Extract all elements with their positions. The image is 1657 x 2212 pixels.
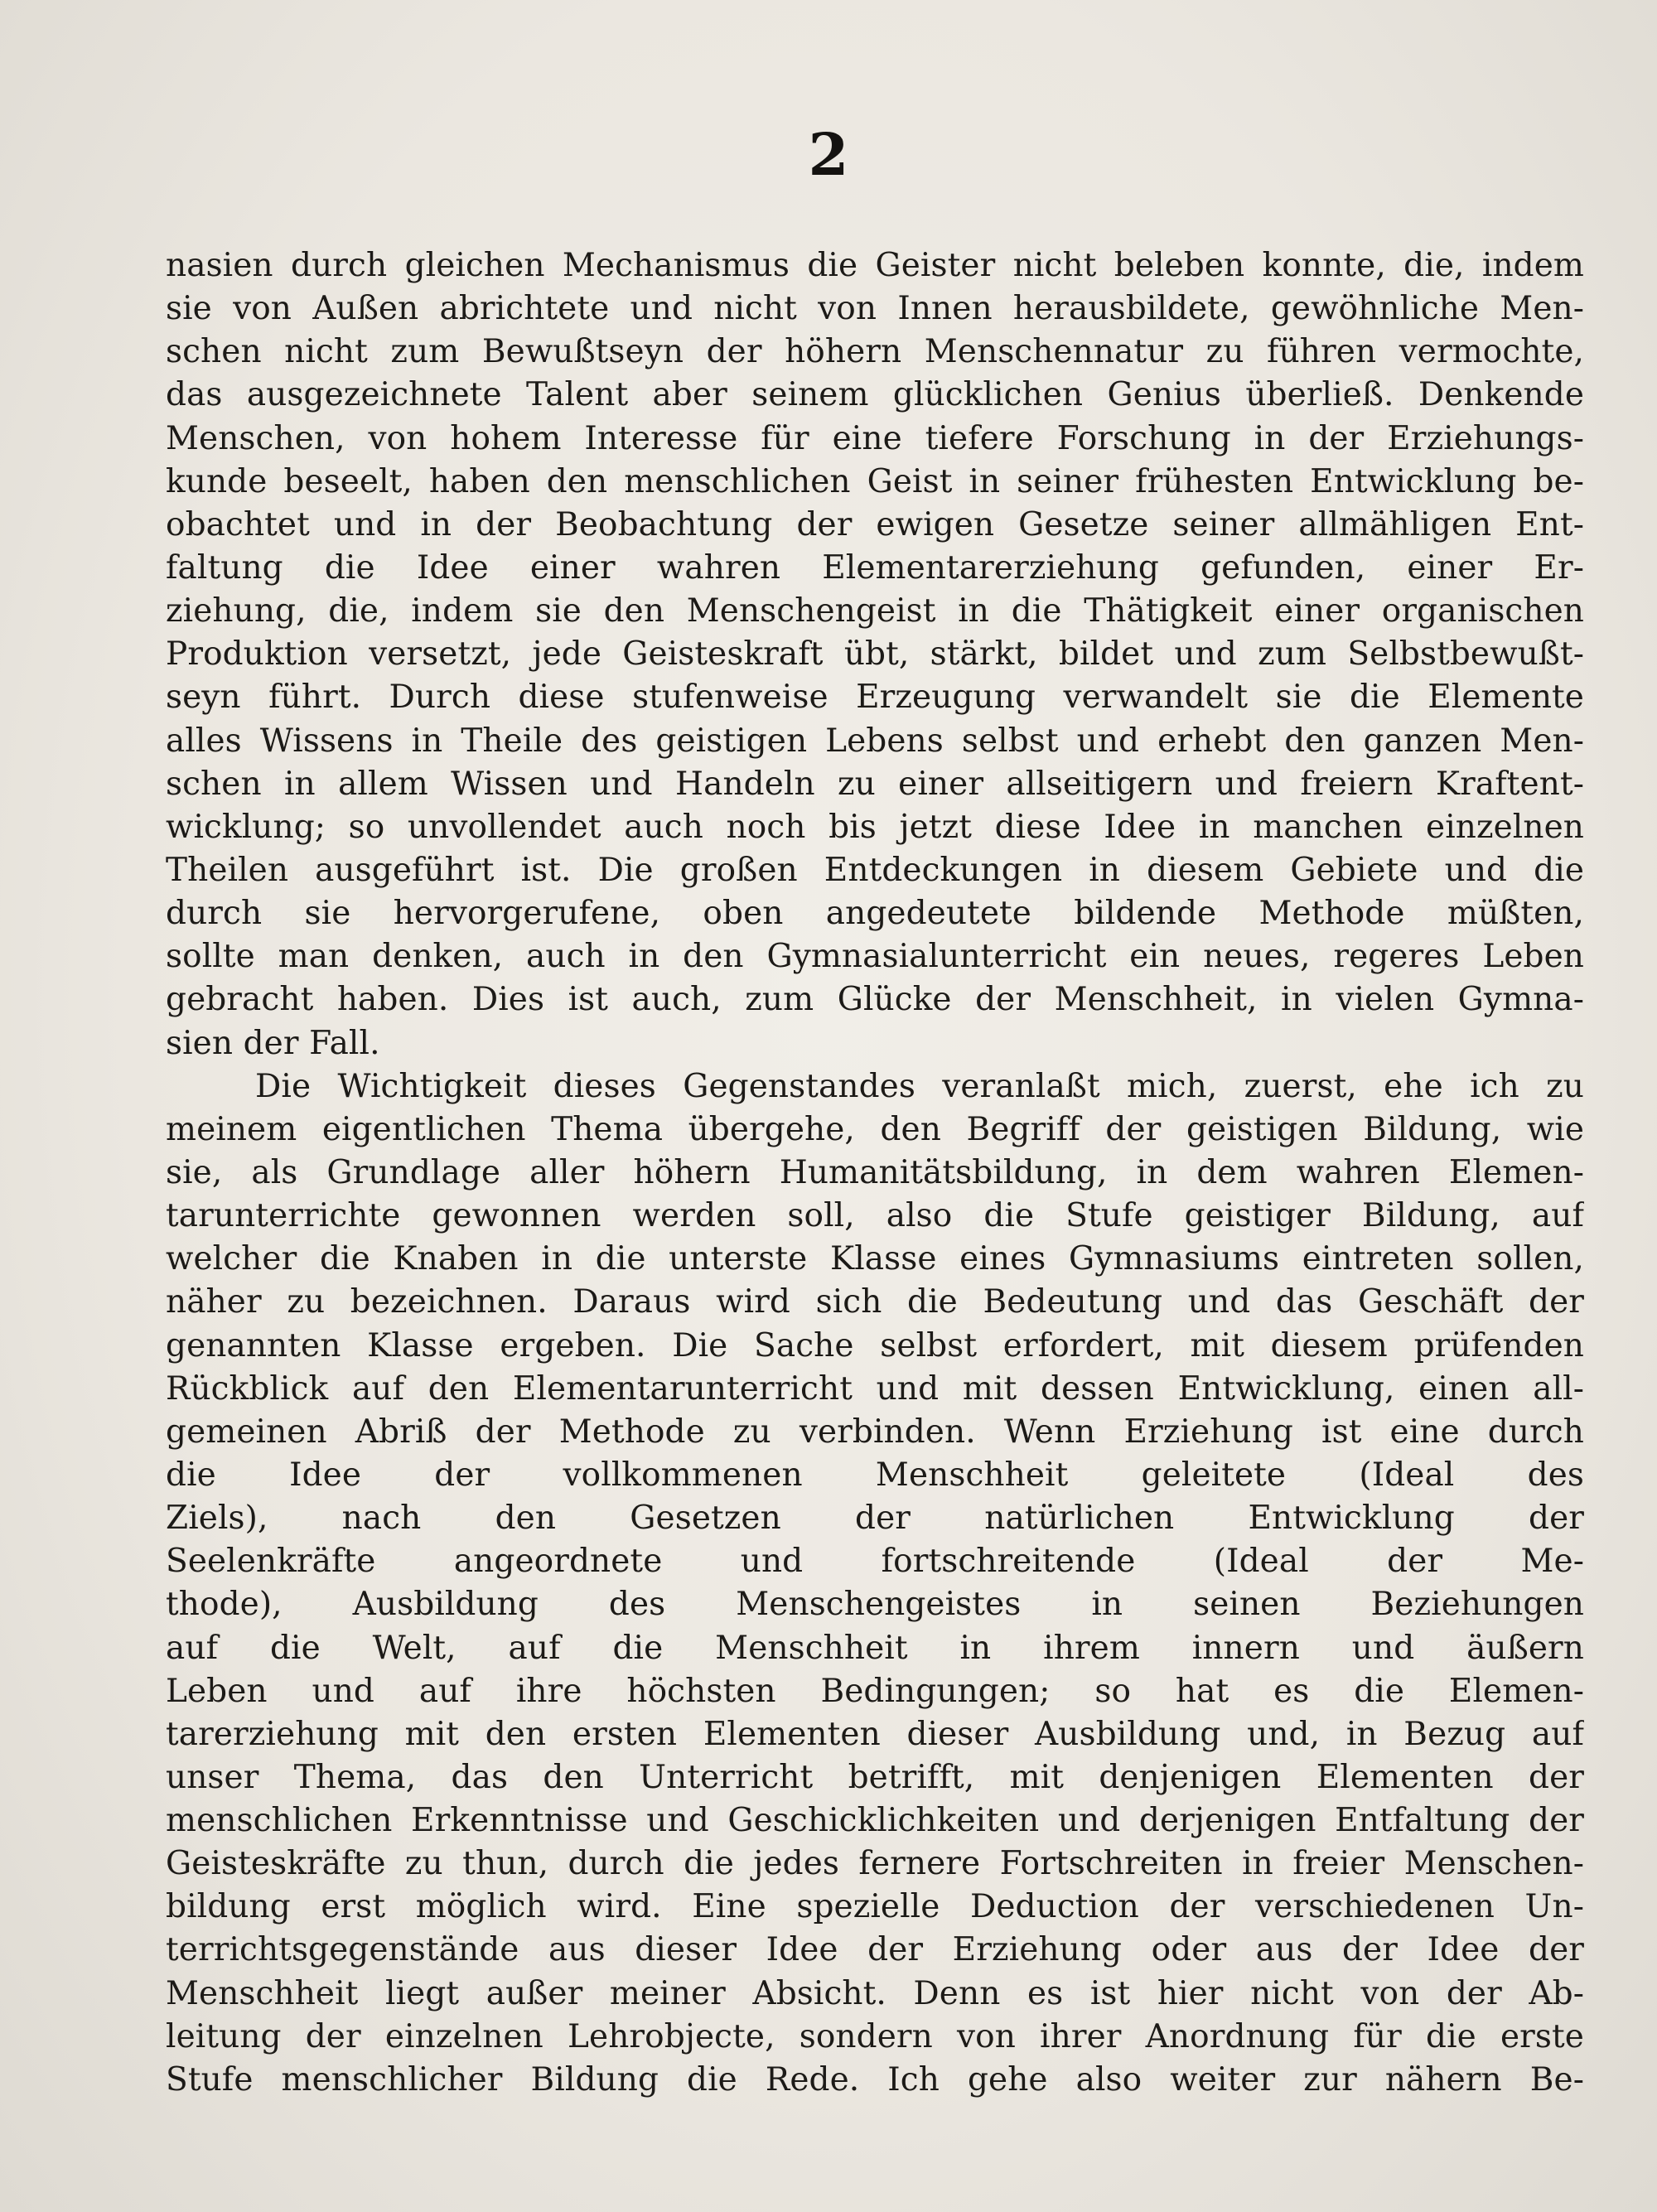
text-line: faltung die Idee einer wahren Elementarerziehung gefunden, einer Er- — [166, 548, 1584, 587]
text-line: durch sie hervorgerufene, oben angedeutete bildende Methode müßten, — [166, 895, 1584, 933]
text-line: Leben und auf ihre höchsten Bedingungen; so hat es die Elemen- — [166, 1672, 1584, 1710]
text-line: sollte man denken, auch in den Gymnasialunterricht ein neues, regeres Leben — [166, 938, 1584, 976]
text-line: leitung der einzelnen Lehrobjecte, sondern von ihrer Anordnung für die erste — [166, 2017, 1584, 2055]
text-line: Theilen ausgeführt ist. Die großen Entdeckungen in diesem Gebiete und die — [166, 851, 1584, 889]
text-line: wicklung; so unvollendet auch noch bis jetzt diese Idee in manchen einzelnen — [166, 808, 1584, 846]
text-line: nasien durch gleichen Mechanismus die Geister nicht beleben konnte, die, indem — [166, 247, 1584, 284]
text-line: tarerziehung mit den ersten Elementen dieser Ausbildung und, in Bezug auf — [166, 1715, 1584, 1753]
text-line: menschlichen Erkenntnisse und Geschicklichkeiten und derjenigen Entfaltung der — [166, 1802, 1584, 1840]
text-line: schen in allem Wissen und Handeln zu einer allseitigern und freiern Kraftent- — [166, 765, 1584, 803]
paragraph-start-line: Die Wichtigkeit dieses Gegenstandes veranlaßt mich, zuerst, ehe ich zu — [255, 1067, 1584, 1105]
text-line: Produktion versetzt, jede Geisteskraft übt, stärkt, bildet und zum Selbstbewußt- — [166, 635, 1584, 674]
text-line: Menschen, von hohem Interesse für eine tiefere Forschung in der Erziehungs- — [166, 419, 1584, 457]
text-line: Ziels), nach den Gesetzen der natürlichen Entwicklung der — [166, 1500, 1584, 1538]
text-line: bildung erst möglich wird. Eine spezielle Deduction der verschiedenen Un- — [166, 1888, 1584, 1926]
text-line: unser Thema, das den Unterricht betrifft, mit denjenigen Elementen der — [166, 1758, 1584, 1796]
page-number: 2 — [808, 120, 849, 189]
text-line: meinem eigentlichen Thema übergehe, den Begriff der geistigen Bildung, wie — [166, 1110, 1584, 1148]
text-line: ziehung, die, indem sie den Menschengeist in die Thätigkeit einer organischen — [166, 592, 1584, 630]
text-line: Stufe menschlicher Bildung die Rede. Ich gehe also weiter zur nähern Be- — [166, 2060, 1584, 2099]
text-line: sien der Fall. — [166, 1024, 380, 1062]
text-line: genannten Klasse ergeben. Die Sache selbst erfordert, mit diesem prüfenden — [166, 1326, 1584, 1364]
text-line: welcher die Knaben in die unterste Klasse eines Gymnasiums eintreten sollen, — [166, 1240, 1584, 1278]
text-line: sie von Außen abrichtete und nicht von Innen herausbildete, gewöhnliche Men- — [166, 290, 1584, 328]
text-line: Geisteskräfte zu thun, durch die jedes fernere Fortschreiten in freier Menschen- — [166, 1845, 1584, 1883]
text-line: obachtet und in der Beobachtung der ewigen Gesetze seiner allmähligen Ent- — [166, 505, 1584, 543]
text-line: Seelenkräfte angeordnete und fortschreitende (Ideal der Me- — [166, 1543, 1584, 1581]
text-line: terrichtsgegenstände aus dieser Idee der Erziehung oder aus der Idee der — [166, 1931, 1584, 1969]
text-line: tarunterrichte gewonnen werden soll, also die Stufe geistiger Bildung, auf — [166, 1197, 1584, 1235]
text-line: auf die Welt, auf die Menschheit in ihrem innern und äußern — [166, 1629, 1584, 1667]
text-line: thode), Ausbildung des Menschengeistes in seinen Beziehungen — [166, 1586, 1584, 1624]
text-line: gemeinen Abriß der Methode zu verbinden. Wenn Erziehung ist eine durch — [166, 1413, 1584, 1451]
text-line: alles Wissens in Theile des geistigen Lebens selbst und erhebt den ganzen Men- — [166, 722, 1584, 760]
text-line: kunde beseelt, haben den menschlichen Geist in seiner frühesten Entwicklung be- — [166, 462, 1584, 500]
text-line: Menschheit liegt außer meiner Absicht. Denn es ist hier nicht von der Ab- — [166, 1974, 1584, 2012]
text-line: näher zu bezeichnen. Daraus wird sich die Bedeutung und das Geschäft der — [166, 1283, 1584, 1321]
text-line: das ausgezeichnete Talent aber seinem glücklichen Genius überließ. Denkende — [166, 376, 1584, 414]
body-text — [166, 244, 1584, 2102]
text-line: sie, als Grundlage aller höhern Humanitätsbildung, in dem wahren Elemen- — [166, 1153, 1584, 1191]
text-line: gebracht haben. Dies ist auch, zum Glücke der Menschheit, in vielen Gymna- — [166, 981, 1584, 1019]
text-line: seyn führt. Durch diese stufenweise Erzeugung verwandelt sie die Elemente — [166, 679, 1584, 717]
text-line: Rückblick auf den Elementarunterricht und mit dessen Entwicklung, einen all- — [166, 1369, 1584, 1408]
text-line: die Idee der vollkommenen Menschheit geleitete (Ideal des — [166, 1456, 1584, 1494]
text-line: schen nicht zum Bewußtseyn der höhern Menschennatur zu führen vermochte, — [166, 333, 1584, 371]
